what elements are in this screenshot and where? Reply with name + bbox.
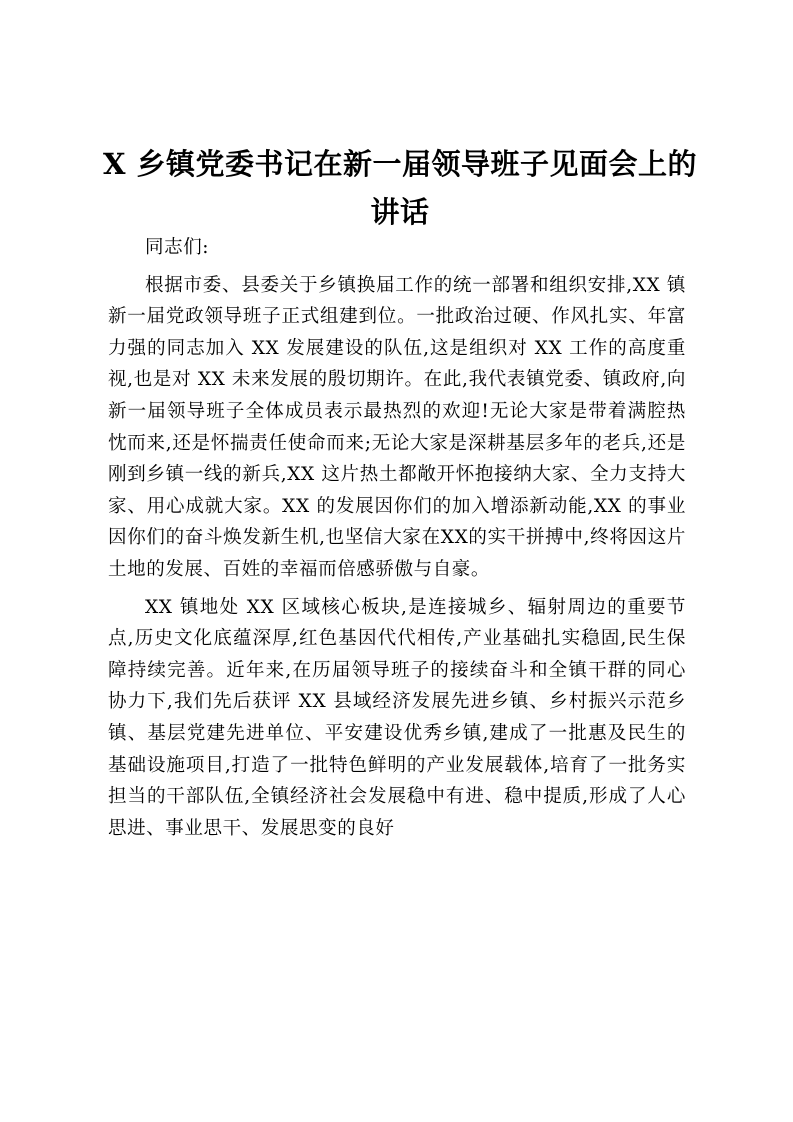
body-paragraph-1: 根据市委、县委关于乡镇换届工作的统一部署和组织安排,XX 镇新一届党政领导班子正式组建到位。一批政治过硬、作风扎实、年富力强的同志加入 XX 发展建设的队伍,这是组织对 XX 工作的高度重视,也是对 XX 未来发展的殷切期许。在此,我代表镇党委、镇政府,向新一届领导班子全体成员表示最热烈的欢迎!无论大家是带着满腔热忱而来,还是怀揣责任使命而来;无论大家是深耕基层多年的老兵,还是刚到乡镇一线的新兵,XX 这片热土都敞开怀抱接纳大家、全力支持大家、用心成就大家。XX 的发展因你们的加入增添新动能,XX 的事业因你们的奋斗焕发新生机,也坚信大家在XX的实干拼搏中,终将因这片土地的发展、百姓的幸福而倍感骄傲与自豪。 <box>108 274 686 580</box>
salutation: 同志们: <box>145 237 210 258</box>
document-title: X 乡镇党委书记在新一届领导班子见面会上的讲话 <box>102 147 698 229</box>
document-body <box>108 232 686 844</box>
body-paragraph-2: XX 镇地处 XX 区域核心板块,是连接城乡、辐射周边的重要节点,历史文化底蕴深厚,红色基因代代相传,产业基础扎实稳固,民生保障持续完善。近年来,在历届领导班子的接续奋斗和全镇干群的同心协力下,我们先后获评 XX 县域经济发展先进乡镇、乡村振兴示范乡镇、基层党建先进单位、平安建设优秀乡镇,建成了一批惠及民生的基础设施项目,打造了一批特色鲜明的产业发展载体,培育了一批务实担当的干部队伍,全镇经济社会发展稳中有进、稳中提质,形成了人心思进、事业思干、发展思变的良好 <box>108 596 686 839</box>
